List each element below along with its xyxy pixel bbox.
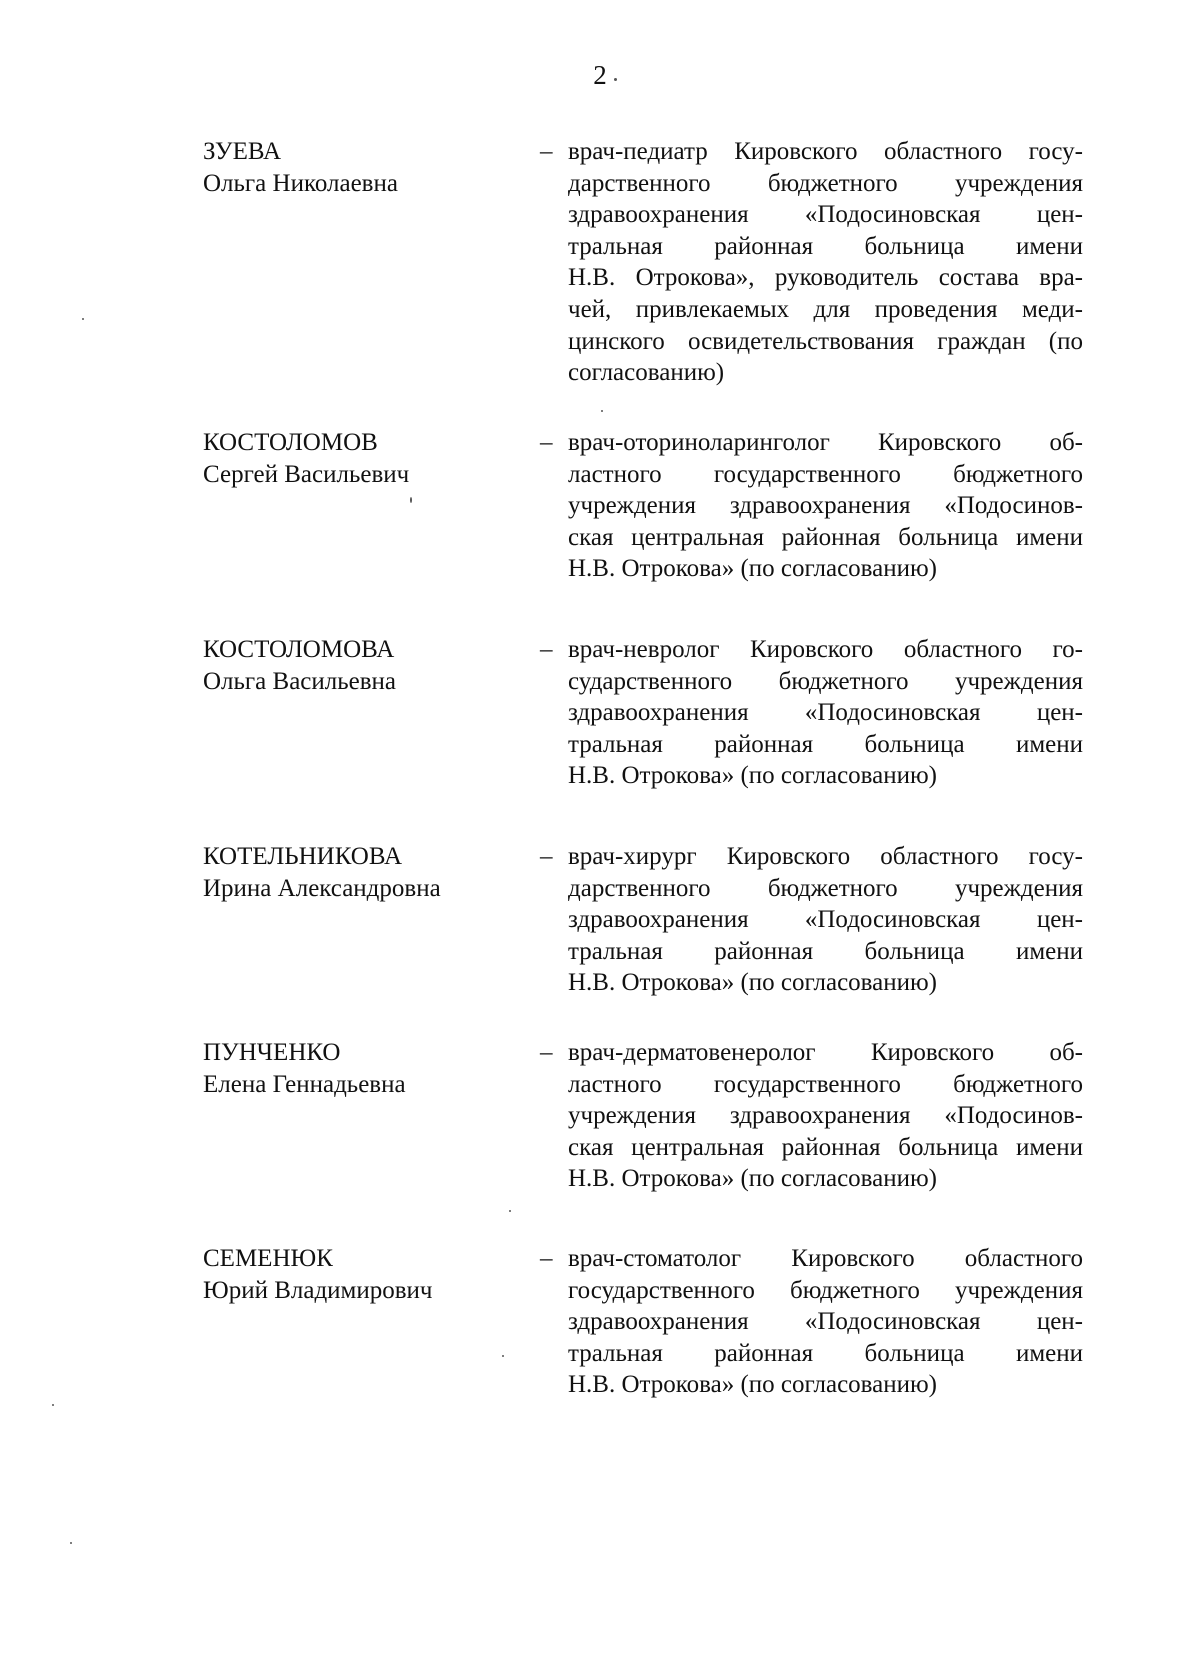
position-line: тральная районная больница имени <box>568 1339 1083 1367</box>
position-line: Н.В. Отрокова», руководитель состава вра- <box>568 264 1083 292</box>
scan-speck <box>52 1404 54 1406</box>
member-surname: КОСТОЛОМОВА <box>203 636 395 663</box>
member-given-names: Ольга Васильевна <box>203 667 397 695</box>
position-line: учреждения здравоохранения «Подосинов- <box>568 492 1083 520</box>
position-line: врач-дерматовенеролог Кировского об- <box>568 1039 1083 1066</box>
position-line: сударственного бюджетного учреждения <box>568 667 1083 695</box>
dash-separator: – <box>540 1245 553 1272</box>
scan-speck <box>509 1210 511 1212</box>
position-line: цинского освидетельствования граждан (по <box>568 327 1083 355</box>
position-line: ская центральная районная больница имени <box>568 523 1083 551</box>
member-surname: ЗУЕВА <box>203 138 282 165</box>
position-line: врач-педиатр Кировского областного госу- <box>568 138 1083 165</box>
position-line: здравоохранения «Подосиновская цен- <box>568 906 1083 934</box>
position-line: Н.В. Отрокова» (по согласованию) <box>568 969 937 997</box>
position-line: здравоохранения «Подосиновская цен- <box>568 1308 1083 1336</box>
dash-separator: – <box>540 1039 553 1066</box>
position-line: Н.В. Отрокова» (по согласованию) <box>568 1165 937 1193</box>
position-line: здравоохранения «Подосиновская цен- <box>568 699 1083 727</box>
dash-separator: – <box>540 429 553 456</box>
scan-speck <box>502 1355 504 1357</box>
member-surname: ПУНЧЕНКО <box>203 1039 341 1066</box>
position-line: ластного государственного бюджетного <box>568 1070 1083 1098</box>
member-given-names: Ирина Александровна <box>203 874 441 902</box>
position-line: ская центральная районная больница имени <box>568 1133 1083 1161</box>
member-name <box>203 427 503 490</box>
position-line: здравоохранения «Подосиновская цен- <box>568 201 1083 229</box>
member-given-names: Ольга Николаевна <box>203 169 398 197</box>
member-surname: СЕМЕНЮК <box>203 1245 333 1272</box>
dash-separator: – <box>540 138 553 165</box>
position-line: дарственного бюджетного учреждения <box>568 874 1083 902</box>
position-line: согласованию) <box>568 359 725 387</box>
member-given-names: Елена Геннадьевна <box>203 1070 406 1098</box>
member-position <box>568 136 1083 389</box>
member-surname: КОТЕЛЬНИКОВА <box>203 843 402 870</box>
member-name <box>203 1243 503 1306</box>
member-given-names: Сергей Васильевич <box>203 460 410 488</box>
position-line: тральная районная больница имени <box>568 730 1083 758</box>
member-name <box>203 1037 503 1100</box>
scan-speck <box>82 318 84 320</box>
member-position <box>568 1243 1083 1401</box>
member-name <box>203 136 503 199</box>
position-line: тральная районная больница имени <box>568 937 1083 965</box>
position-line: врач-хирург Кировского областного госу- <box>568 843 1083 870</box>
scan-speck <box>614 78 617 81</box>
member-name <box>203 634 503 697</box>
member-position <box>568 634 1083 792</box>
position-line: врач-невролог Кировского областного го- <box>568 636 1083 663</box>
position-line: Н.В. Отрокова» (по согласованию) <box>568 762 937 790</box>
position-line: учреждения здравоохранения «Подосинов- <box>568 1102 1083 1130</box>
page-number: 2 <box>593 60 607 90</box>
member-name <box>203 841 503 904</box>
position-line: государственного бюджетного учреждения <box>568 1276 1083 1304</box>
position-line: дарственного бюджетного учреждения <box>568 169 1083 197</box>
position-line: Н.В. Отрокова» (по согласованию) <box>568 1371 937 1399</box>
position-line: тральная районная больница имени <box>568 232 1083 260</box>
position-line: врач-оториноларинголог Кировского об- <box>568 429 1083 456</box>
position-line: ластного государственного бюджетного <box>568 460 1083 488</box>
member-position <box>568 841 1083 999</box>
scan-speck <box>410 497 412 503</box>
scan-speck <box>601 410 603 412</box>
position-line: врач-стоматолог Кировского областного <box>568 1245 1083 1272</box>
member-position <box>568 427 1083 585</box>
member-given-names: Юрий Владимирович <box>203 1276 433 1304</box>
position-line: чей, привлекаемых для проведения меди- <box>568 295 1083 323</box>
member-position <box>568 1037 1083 1195</box>
dash-separator: – <box>540 843 553 870</box>
scan-speck <box>70 1542 72 1544</box>
position-line: Н.В. Отрокова» (по согласованию) <box>568 555 937 583</box>
member-surname: КОСТОЛОМОВ <box>203 429 378 456</box>
dash-separator: – <box>540 636 553 663</box>
